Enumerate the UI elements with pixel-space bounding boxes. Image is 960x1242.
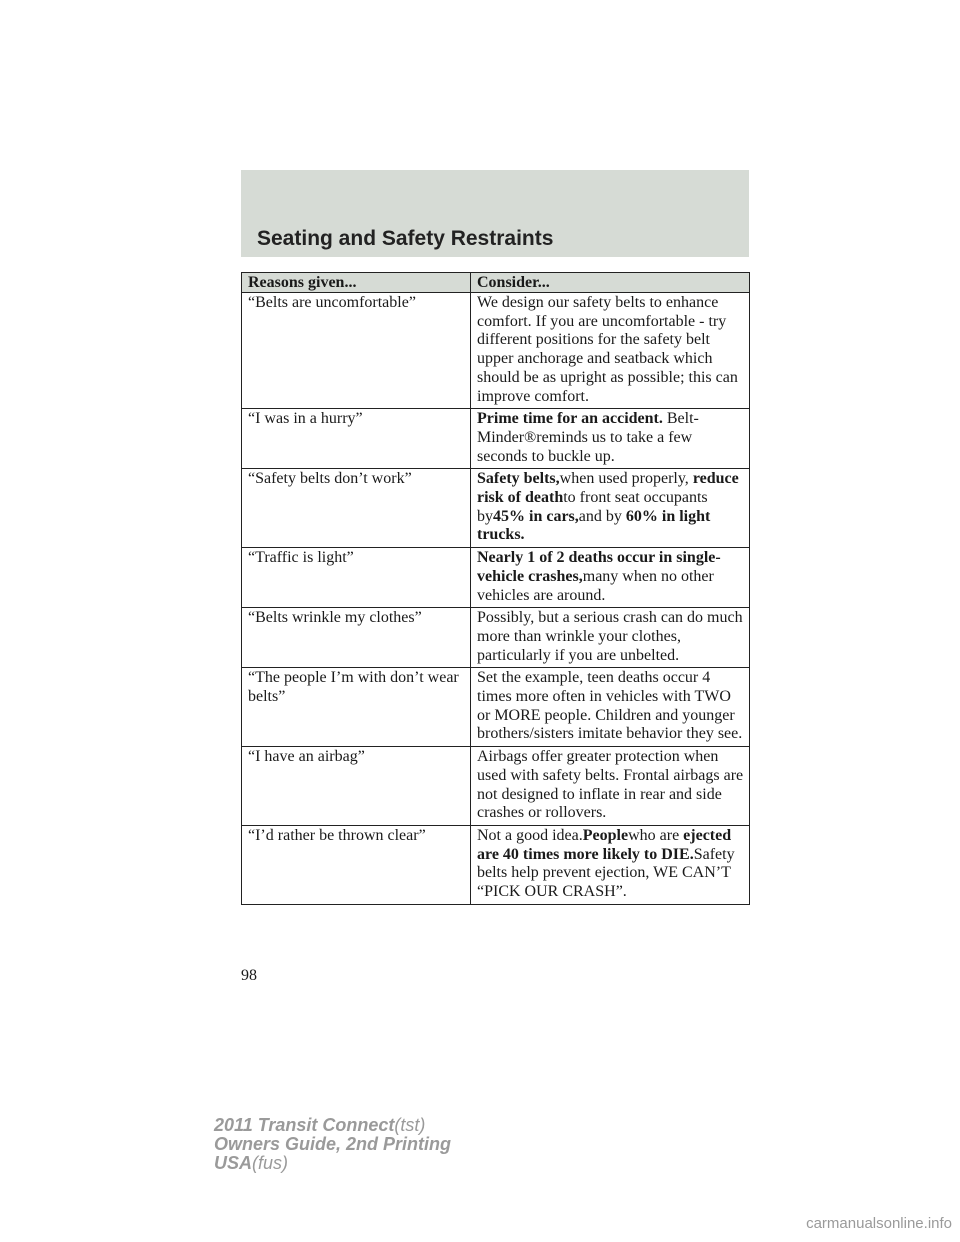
consider-cell xyxy=(471,668,750,747)
reason-cell: “The people I’m with don’t wear belts” xyxy=(242,668,471,747)
table-row xyxy=(242,825,750,904)
emphasis-text: Prime time for an accident. xyxy=(477,410,663,428)
body-text: to front seat occupants by xyxy=(477,489,708,525)
body-text: Possibly, but a serious crash can do much more than wrinkle your clothes, particularly if you are unbelted. xyxy=(477,609,743,664)
footer-market-code: (fus) xyxy=(252,1153,289,1173)
consider-cell xyxy=(471,608,750,668)
emphasis-text: People xyxy=(582,826,629,844)
reason-cell: “Safety belts don’t work” xyxy=(242,469,471,548)
section-title: Seating and Safety Restraints xyxy=(257,227,554,250)
emphasis-text: reduce risk of death xyxy=(477,470,739,507)
body-text: Airbags offer greater protection when used with safety belts. Frontal airbags are not designed to inflate in rear and side crashes or rollovers. xyxy=(477,748,744,822)
table-row xyxy=(242,747,750,826)
body-text: We design our safety belts to enhance comfort. If you are uncomfortable - try different positions for the safety belt upper anchorage and seatback which should be as upright as possible; this can improve comfort. xyxy=(477,294,738,405)
body-text: when used properly, xyxy=(559,470,693,488)
reason-cell: “Traffic is light” xyxy=(242,548,471,608)
consider-cell xyxy=(471,825,750,904)
body-text: Set the example, teen deaths occur 4 times more often in vehicles with TWO or MORE people. Children and younger brothers/sisters imitate behavior they see. xyxy=(477,669,743,743)
page-number: 98 xyxy=(241,967,257,984)
consider-cell xyxy=(471,409,750,469)
emphasis-text: ejected are 40 times more likely to DIE. xyxy=(477,826,732,863)
emphasis-text: 45% in cars, xyxy=(493,507,579,525)
body-text: Not a good idea. xyxy=(477,826,583,844)
reason-cell: “Belts wrinkle my clothes” xyxy=(242,608,471,668)
footer-line-model xyxy=(214,1116,451,1135)
reason-cell: “Belts are uncomfortable” xyxy=(242,293,471,409)
document-footer xyxy=(214,1116,451,1173)
footer-line-guide xyxy=(214,1135,451,1154)
consider-cell xyxy=(471,747,750,826)
reason-cell: “I have an airbag” xyxy=(242,747,471,826)
table-row xyxy=(242,469,750,548)
table-row xyxy=(242,608,750,668)
section-header xyxy=(241,170,749,257)
footer-line-market xyxy=(214,1154,451,1173)
reasons-table xyxy=(241,272,750,905)
consider-cell xyxy=(471,548,750,608)
table-row xyxy=(242,668,750,747)
footer-market: USA xyxy=(214,1153,253,1173)
table-row xyxy=(242,293,750,409)
footer-model: 2011 Transit Connect xyxy=(214,1115,395,1135)
consider-cell xyxy=(471,469,750,548)
column-header-reasons: Reasons given... xyxy=(242,273,471,293)
body-text: Belt-Minder®reminds us to take a few seconds to buckle up. xyxy=(477,410,699,465)
emphasis-text: Nearly 1 of 2 deaths occur in single-vehicle crashes, xyxy=(477,549,721,585)
table-row xyxy=(242,548,750,608)
table-body xyxy=(242,293,750,905)
body-text: and by xyxy=(578,507,626,525)
body-text: Safety belts help prevent ejection, WE CAN’T “PICK OUR CRASH”. xyxy=(477,845,735,901)
emphasis-text: Safety belts, xyxy=(477,470,560,488)
body-text: many when no other vehicles are around. xyxy=(477,567,714,604)
reason-cell: “I’d rather be thrown clear” xyxy=(242,825,471,904)
footer-model-code: (tst) xyxy=(394,1115,426,1135)
footer-guide: Owners Guide, 2nd Printing xyxy=(214,1134,452,1154)
emphasis-text: 60% in light trucks. xyxy=(477,507,711,544)
reason-cell: “I was in a hurry” xyxy=(242,409,471,469)
column-header-consider: Consider... xyxy=(471,273,750,293)
consider-cell xyxy=(471,293,750,409)
body-text: who are xyxy=(628,826,684,844)
table-header-row xyxy=(242,273,750,293)
watermark: carmanualsonline.info xyxy=(806,1215,952,1232)
table-row xyxy=(242,409,750,469)
